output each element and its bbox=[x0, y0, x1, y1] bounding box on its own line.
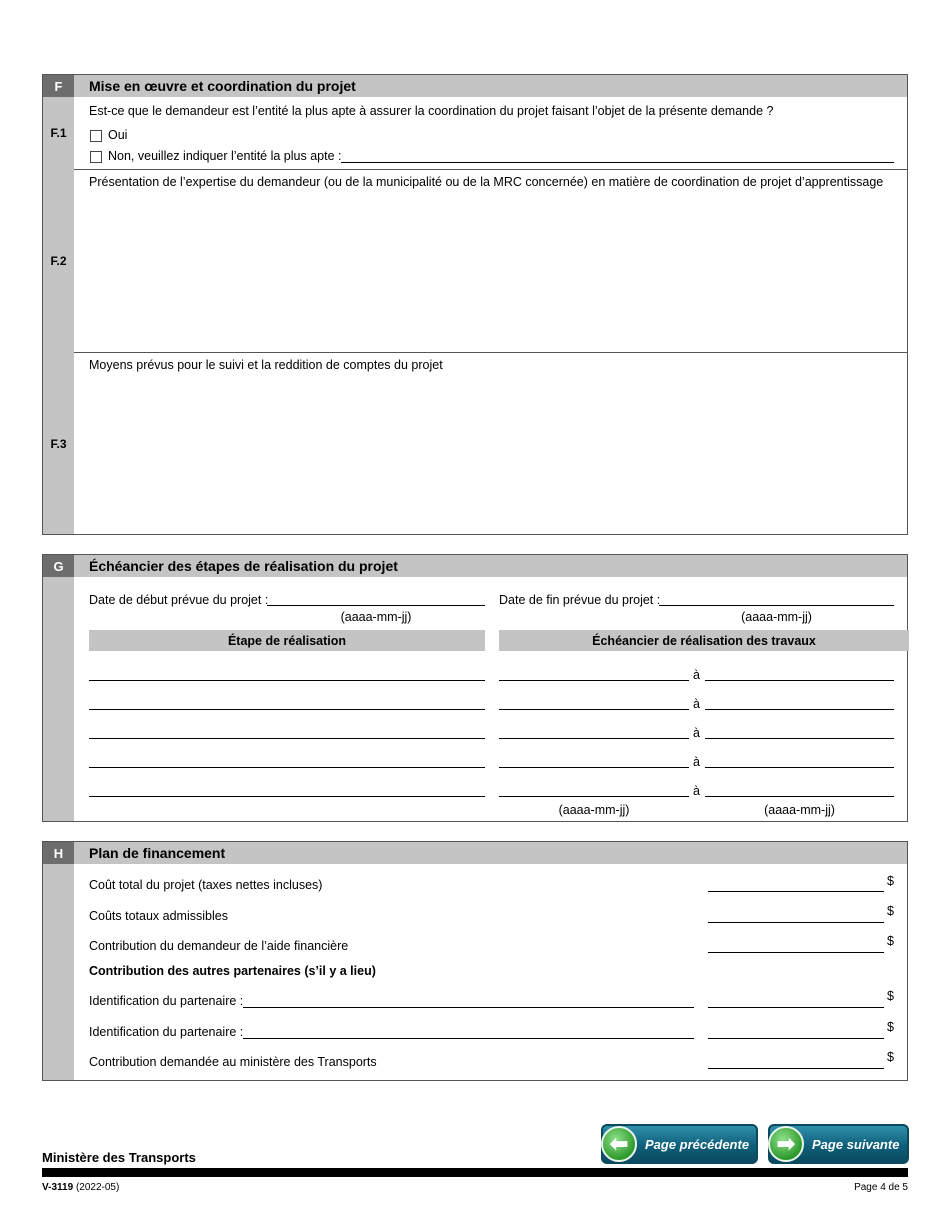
form-date: (2022-05) bbox=[75, 1182, 120, 1193]
schedule-end-input[interactable] bbox=[705, 694, 894, 710]
schedule-end-input[interactable] bbox=[705, 665, 894, 681]
schedule-start-input[interactable] bbox=[499, 665, 689, 681]
ministry-contribution-currency: $ bbox=[887, 1050, 894, 1064]
to-label: à bbox=[693, 784, 700, 798]
ministry-contribution-input[interactable] bbox=[708, 1053, 884, 1069]
f2-label: F.2 bbox=[50, 254, 67, 268]
schedule-start-input[interactable] bbox=[499, 723, 689, 739]
step-input[interactable] bbox=[89, 694, 485, 710]
section-h-header bbox=[43, 842, 907, 864]
schedule-end-input[interactable] bbox=[705, 781, 894, 797]
step-input[interactable] bbox=[89, 752, 485, 768]
next-page-button[interactable] bbox=[768, 1124, 909, 1164]
f1-no-checkbox[interactable] bbox=[90, 151, 102, 163]
eligible-costs-currency: $ bbox=[887, 904, 894, 918]
step-input[interactable] bbox=[89, 781, 485, 797]
schedule-start-input[interactable] bbox=[499, 694, 689, 710]
applicant-contribution-currency: $ bbox=[887, 934, 894, 948]
total-cost-input[interactable] bbox=[708, 876, 884, 892]
end-date-format: (aaaa-mm-jj) bbox=[741, 610, 812, 624]
prev-page-label: Page précédente bbox=[645, 1136, 750, 1152]
eligible-costs-label: Coûts totaux admissibles bbox=[89, 909, 228, 923]
f2-text: Présentation de l’expertise du demandeur (ou de la municipalité ou de la MRC concernée) en matière de coordination de projet d’apprentissage bbox=[89, 175, 884, 189]
to-label: à bbox=[693, 755, 700, 769]
arrow-left-icon: ⬅ bbox=[601, 1126, 637, 1162]
section-g-header bbox=[43, 555, 907, 577]
section-h-letter: H bbox=[43, 842, 74, 864]
step-input[interactable] bbox=[89, 665, 485, 681]
f3-textarea[interactable] bbox=[83, 376, 903, 531]
f3-label: F.3 bbox=[50, 437, 67, 451]
to-label: à bbox=[693, 726, 700, 740]
section-f-title: Mise en œuvre et coordination du projet bbox=[89, 78, 356, 94]
start-date-format: (aaaa-mm-jj) bbox=[340, 610, 412, 624]
ministry-contribution-label: Contribution demandée au ministère des Transports bbox=[89, 1055, 377, 1069]
form-id bbox=[42, 1182, 119, 1193]
partner-id-label: Identification du partenaire : bbox=[89, 994, 244, 1008]
f2-textarea[interactable] bbox=[83, 193, 903, 349]
schedule-end-format: (aaaa-mm-jj) bbox=[764, 803, 835, 817]
footer-bar bbox=[42, 1168, 908, 1177]
start-date-label: Date de début prévue du projet : bbox=[89, 593, 269, 607]
applicant-contribution-input[interactable] bbox=[708, 937, 884, 953]
section-f-header bbox=[43, 75, 907, 97]
to-label: à bbox=[693, 668, 700, 682]
partner-amount-currency: $ bbox=[887, 1020, 894, 1034]
f1-entity-input[interactable] bbox=[341, 147, 894, 163]
section-f bbox=[42, 74, 908, 535]
to-label: à bbox=[693, 697, 700, 711]
partners-heading: Contribution des autres partenaires (s’il y a lieu) bbox=[89, 964, 376, 978]
section-f-letter: F bbox=[43, 75, 74, 97]
schedule-end-input[interactable] bbox=[705, 723, 894, 739]
f1-yes-label: Oui bbox=[108, 128, 128, 142]
partner-amount-currency: $ bbox=[887, 989, 894, 1003]
next-page-label: Page suivante bbox=[812, 1136, 900, 1152]
col-header-step: Étape de réalisation bbox=[89, 630, 485, 651]
f1-question: Est-ce que le demandeur est l’entité la plus apte à assurer la coordination du projet faisant l’objet de la présente demande ? bbox=[89, 104, 774, 118]
partner-amount-input[interactable] bbox=[708, 1023, 884, 1039]
section-h bbox=[42, 841, 908, 1081]
prev-page-button[interactable] bbox=[601, 1124, 758, 1164]
partner-amount-input[interactable] bbox=[708, 992, 884, 1008]
schedule-start-input[interactable] bbox=[499, 781, 689, 797]
f1-no-label: Non, veuillez indiquer l’entité la plus apte : bbox=[108, 149, 342, 163]
ministry-name: Ministère des Transports bbox=[42, 1150, 196, 1165]
schedule-end-input[interactable] bbox=[705, 752, 894, 768]
section-g-title: Échéancier des étapes de réalisation du projet bbox=[89, 558, 398, 574]
partner-id-input[interactable] bbox=[243, 992, 694, 1008]
f3-text: Moyens prévus pour le suivi et la reddition de comptes du projet bbox=[89, 358, 443, 372]
applicant-contribution-label: Contribution du demandeur de l’aide financière bbox=[89, 939, 349, 953]
form-code: V-3119 bbox=[42, 1182, 74, 1193]
arrow-right-icon: ➡ bbox=[768, 1126, 804, 1162]
section-h-title: Plan de financement bbox=[89, 845, 226, 861]
end-date-input[interactable] bbox=[659, 590, 894, 606]
section-g-letter: G bbox=[43, 555, 74, 577]
step-input[interactable] bbox=[89, 723, 485, 739]
total-cost-label: Coût total du projet (taxes nettes incluses) bbox=[89, 878, 323, 892]
partner-id-label: Identification du partenaire : bbox=[89, 1025, 244, 1039]
start-date-input[interactable] bbox=[267, 590, 485, 606]
section-g bbox=[42, 554, 908, 822]
f1-label: F.1 bbox=[50, 126, 67, 140]
total-cost-currency: $ bbox=[887, 874, 894, 888]
page-number: Page 4 de 5 bbox=[854, 1182, 908, 1193]
col-header-schedule: Échéancier de réalisation des travaux bbox=[499, 630, 909, 651]
end-date-label: Date de fin prévue du projet : bbox=[499, 593, 661, 607]
partner-id-input[interactable] bbox=[243, 1023, 694, 1039]
eligible-costs-input[interactable] bbox=[708, 907, 884, 923]
f1-yes-checkbox[interactable] bbox=[90, 130, 102, 142]
schedule-start-input[interactable] bbox=[499, 752, 689, 768]
schedule-start-format: (aaaa-mm-jj) bbox=[558, 803, 630, 817]
